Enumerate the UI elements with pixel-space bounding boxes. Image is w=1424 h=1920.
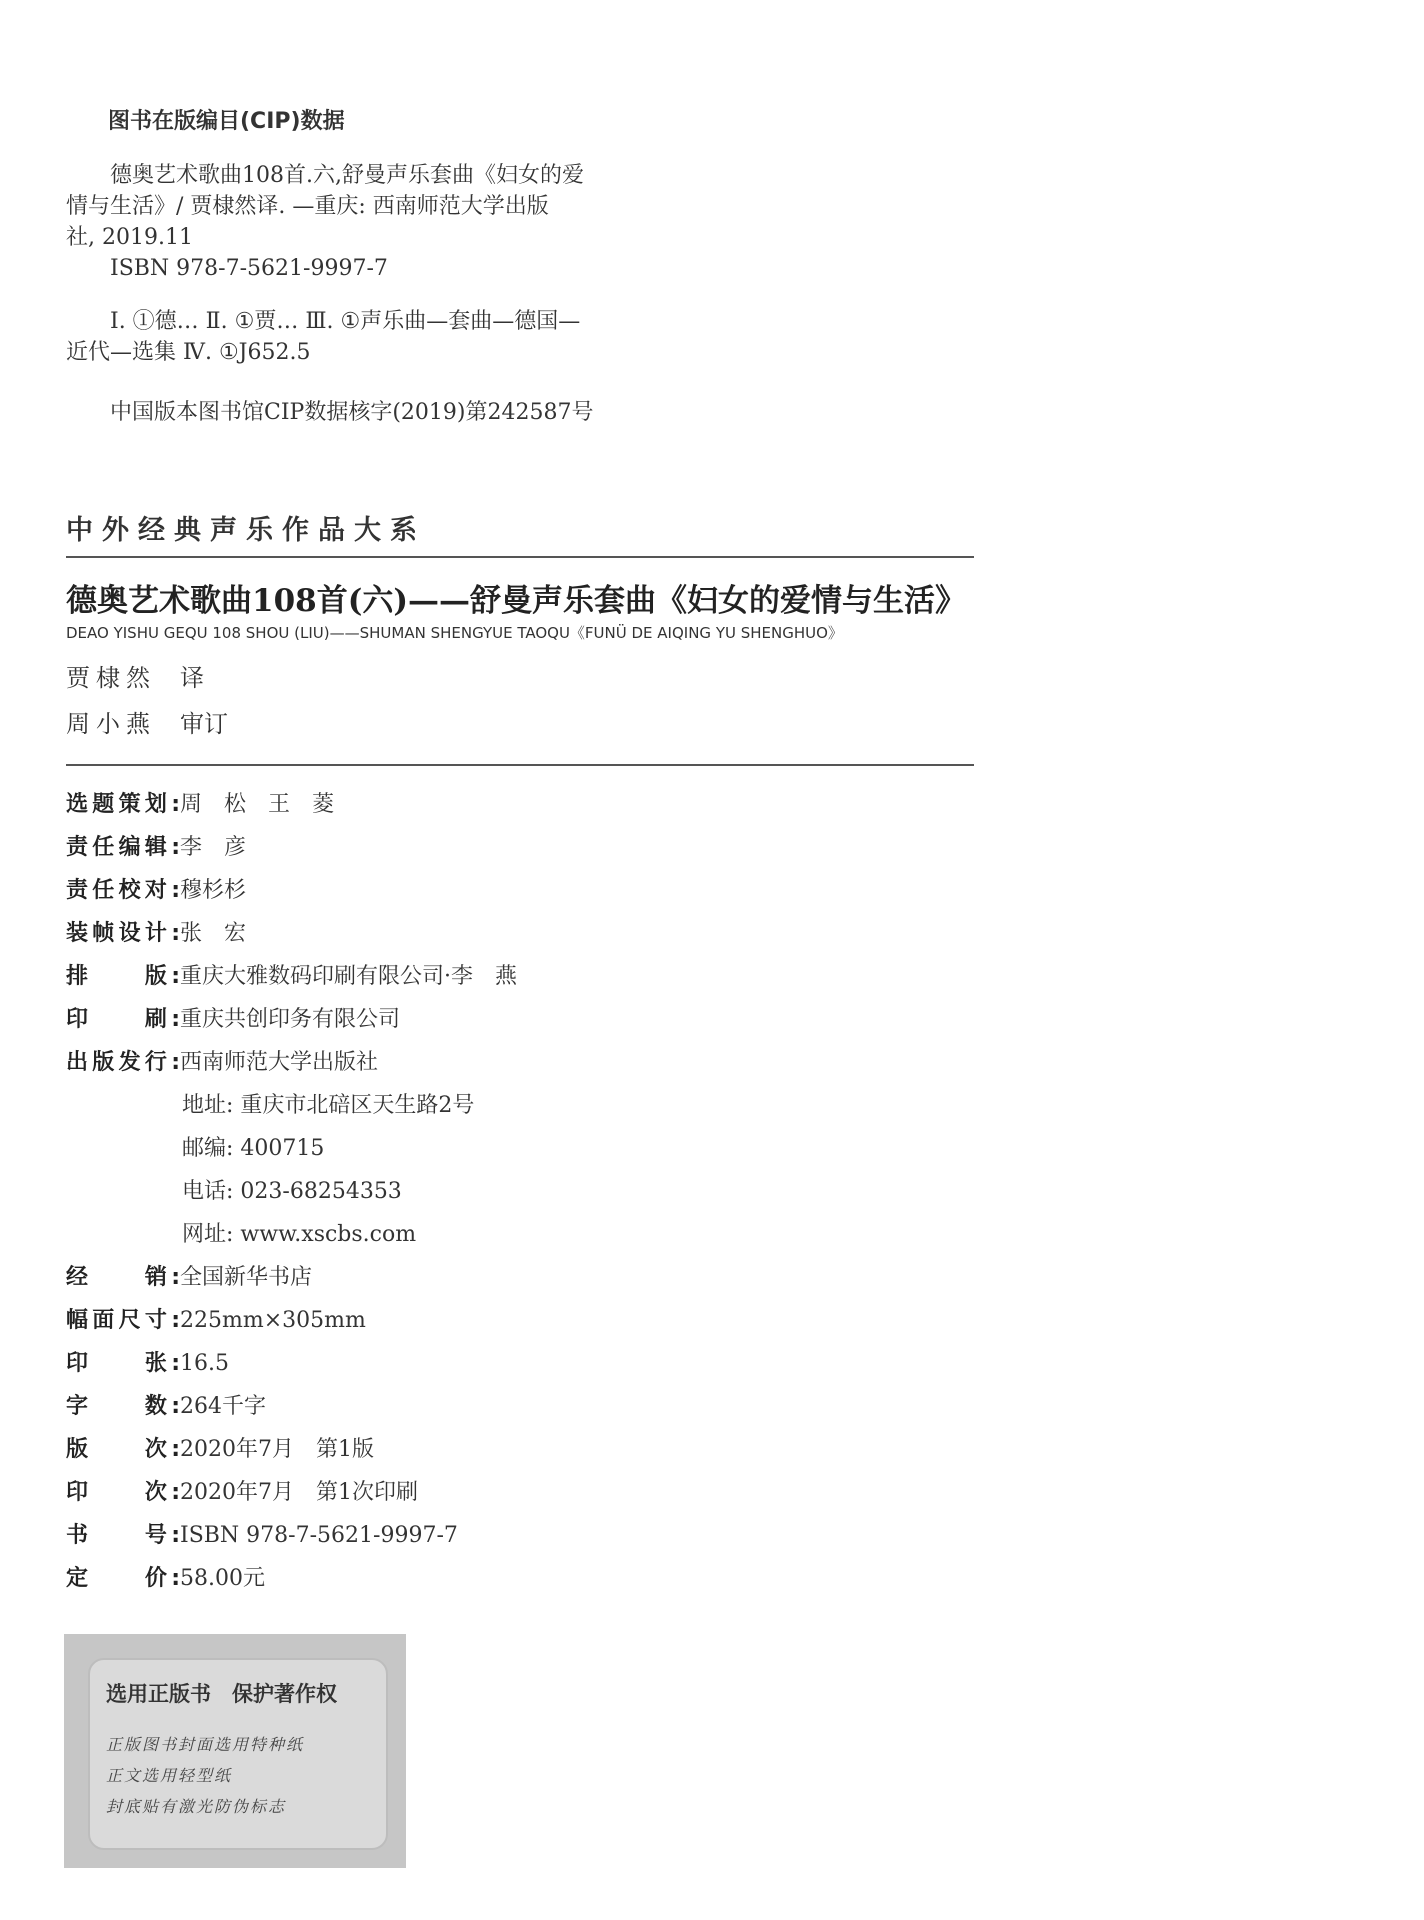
detail-label: 字 数:: [66, 1394, 180, 1419]
anti-piracy-title: 选用正版书 保护著作权: [106, 1682, 337, 1706]
detail-row: [66, 1347, 229, 1381]
detail-row: [66, 1046, 378, 1080]
contributor-name: 周小燕: [66, 710, 156, 738]
detail-label: 印 次:: [66, 1480, 180, 1505]
cip-line: Ⅰ. ①德… Ⅱ. ①贾… Ⅲ. ①声乐曲—套曲—德国—: [66, 309, 581, 334]
detail-value: 2020年7月 第1次印刷: [180, 1480, 418, 1505]
book-title: 德奥艺术歌曲108首(六)——舒曼声乐套曲《妇女的爱情与生活》: [66, 583, 967, 619]
detail-label: 选题策划:: [66, 792, 180, 817]
detail-value: 穆杉杉: [180, 878, 247, 903]
detail-value: 全国新华书店: [180, 1265, 313, 1290]
contributor-name: 贾棣然: [66, 664, 156, 692]
contributor-role: 译: [180, 664, 204, 692]
detail-value: 58.00元: [180, 1566, 265, 1591]
detail-row: [66, 917, 246, 951]
detail-value: 李 彦: [180, 835, 247, 860]
anti-piracy-label: [64, 1634, 406, 1868]
detail-label: 书 号:: [66, 1523, 180, 1548]
detail-value: 16.5: [180, 1351, 229, 1376]
cip-line: 社, 2019.11: [66, 225, 193, 250]
cip-line: 情与生活》/ 贾棣然译. —重庆: 西南师范大学出版: [66, 194, 549, 219]
anti-piracy-line: 封底贴有激光防伪标志: [106, 1797, 287, 1816]
detail-label: 幅面尺寸:: [66, 1308, 180, 1333]
anti-piracy-line: 正文选用轻型纸: [106, 1766, 233, 1785]
detail-row: [66, 1519, 458, 1553]
detail-value: 重庆共创印务有限公司: [180, 1007, 401, 1032]
detail-row: [66, 874, 246, 908]
publisher-phone: 电话: 023-68254353: [182, 1179, 402, 1204]
cip-line: 近代—选集 Ⅳ. ①J652.5: [66, 340, 311, 365]
detail-value: 张 宏: [180, 921, 247, 946]
contributor-role: 审订: [180, 710, 228, 738]
detail-value: 西南师范大学出版社: [180, 1050, 379, 1075]
detail-label: 装帧设计:: [66, 921, 180, 946]
detail-row: [66, 1003, 400, 1037]
detail-value: ISBN 978-7-5621-9997-7: [180, 1523, 458, 1548]
cip-line: ISBN 978-7-5621-9997-7: [66, 256, 388, 281]
detail-row: [66, 831, 246, 865]
series-title: 中外经典声乐作品大系: [66, 515, 426, 546]
detail-label: 责任校对:: [66, 878, 180, 903]
detail-row: [66, 960, 517, 994]
detail-value: 周 松 王 菱: [180, 792, 335, 817]
top-divider: [66, 556, 974, 558]
contributor-translator: [66, 658, 204, 693]
cip-data-number: 中国版本图书馆CIP数据核字(2019)第242587号: [66, 400, 594, 425]
detail-label: 印 张:: [66, 1351, 180, 1376]
detail-label: 排 版:: [66, 964, 180, 989]
detail-row: [66, 1304, 366, 1338]
detail-label: 印 刷:: [66, 1007, 180, 1032]
contributor-reviewer: [66, 704, 228, 739]
cip-heading: 图书在版编目(CIP)数据: [108, 109, 345, 134]
bottom-divider: [66, 764, 974, 766]
cip-line: 德奥艺术歌曲108首.六,舒曼声乐套曲《妇女的爱: [66, 163, 584, 188]
detail-label: 定 价:: [66, 1566, 180, 1591]
detail-value: 225mm×305mm: [180, 1308, 366, 1333]
detail-value: 重庆大雅数码印刷有限公司·李 燕: [180, 964, 517, 989]
publisher-postcode: 邮编: 400715: [182, 1136, 325, 1161]
detail-row: [66, 788, 334, 822]
detail-row: [66, 1433, 374, 1467]
detail-label: 版 次:: [66, 1437, 180, 1462]
detail-label: 经 销:: [66, 1265, 180, 1290]
detail-row: [66, 1476, 418, 1510]
detail-value: 264千字: [180, 1394, 266, 1419]
detail-row: [66, 1562, 265, 1596]
anti-piracy-line: 正版图书封面选用特种纸: [106, 1735, 305, 1754]
publisher-address: 地址: 重庆市北碚区天生路2号: [182, 1093, 475, 1118]
pinyin-title: DEAO YISHU GEQU 108 SHOU (LIU)——SHUMAN SHENGYUE TAOQU《FUNÜ DE AIQING YU SHENGHUO》: [66, 624, 843, 642]
detail-row: [66, 1261, 312, 1295]
publisher-website: 网址: www.xscbs.com: [182, 1222, 417, 1247]
anti-piracy-panel: [88, 1658, 388, 1850]
detail-value: 2020年7月 第1版: [180, 1437, 374, 1462]
detail-label: 责任编辑:: [66, 835, 180, 860]
detail-row: [66, 1390, 266, 1424]
detail-label: 出版发行:: [66, 1050, 180, 1075]
